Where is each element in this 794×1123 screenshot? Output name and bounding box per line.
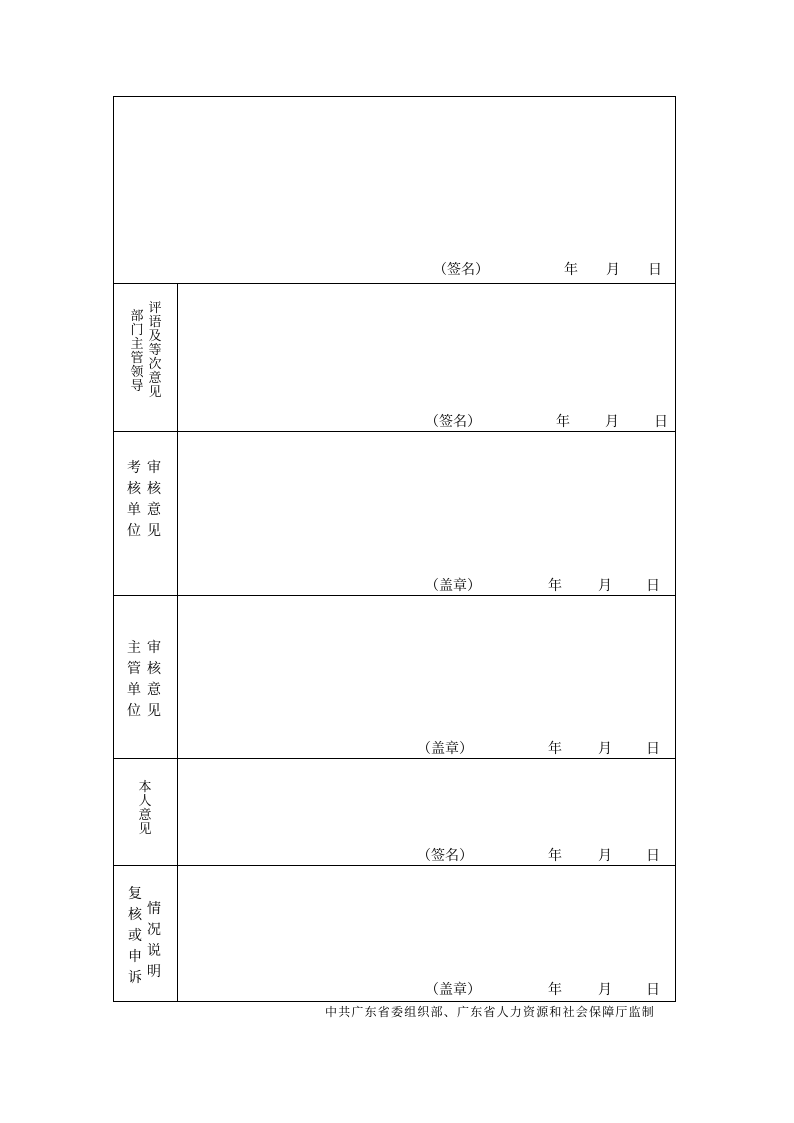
dept-leader-label — [114, 284, 178, 431]
date-day: 日 — [646, 578, 660, 594]
row-assess-unit — [114, 432, 675, 596]
date-year: 年 — [548, 741, 562, 757]
self-opinion-field[interactable] — [178, 759, 675, 865]
seal-mark: （盖章） — [425, 982, 481, 998]
date-month: 月 — [598, 848, 612, 864]
date-day: 日 — [646, 848, 660, 864]
seal-mark: （盖章） — [417, 741, 473, 757]
label-col-1: 复核或申诉 — [128, 886, 142, 986]
self-opinion-label — [114, 759, 178, 865]
top-comments-field[interactable] — [114, 97, 675, 283]
date-month: 月 — [598, 741, 612, 757]
row-review-appeal — [114, 866, 675, 1001]
signature-line — [172, 575, 669, 593]
date-day: 日 — [646, 982, 660, 998]
label-col-1: 考核单位 — [127, 460, 141, 539]
date-year: 年 — [556, 414, 570, 430]
date-year: 年 — [548, 848, 562, 864]
label-col-1: 主管单位 — [127, 640, 141, 719]
row-top-comments — [114, 97, 675, 284]
label-col-2: 审核意见 — [147, 640, 161, 719]
date-month: 月 — [598, 578, 612, 594]
signature-line — [172, 979, 669, 997]
review-appeal-label — [114, 866, 178, 1001]
label-col-2: 评语及等次意见 — [148, 301, 162, 400]
label-col-2: 情况说明 — [147, 901, 161, 980]
authority-unit-comments-field[interactable] — [178, 596, 675, 758]
signature-line — [172, 738, 669, 756]
assess-unit-label — [114, 432, 178, 595]
row-authority-unit — [114, 596, 675, 759]
signature-mark: （签名） — [417, 848, 473, 864]
signature-line — [108, 259, 669, 277]
date-month: 月 — [598, 982, 612, 998]
seal-mark: （盖章） — [425, 578, 481, 594]
label-col-1: 本人意见 — [138, 780, 152, 837]
signature-mark: （签名） — [425, 414, 481, 430]
assess-unit-comments-field[interactable] — [178, 432, 675, 595]
row-self-opinion — [114, 759, 675, 866]
date-year: 年 — [548, 982, 562, 998]
dept-leader-comments-field[interactable] — [178, 284, 675, 431]
appraisal-form-table — [113, 96, 676, 1002]
signature-line — [172, 845, 669, 863]
date-month: 月 — [605, 414, 619, 430]
date-day: 日 — [648, 262, 662, 278]
signature-mark: （签名） — [433, 262, 489, 278]
row-dept-leader — [114, 284, 675, 432]
label-col-2: 审核意见 — [147, 460, 161, 539]
date-day: 日 — [646, 741, 660, 757]
review-appeal-field[interactable] — [178, 866, 675, 1001]
signature-line — [172, 411, 669, 429]
authority-unit-label — [114, 596, 178, 758]
label-col-1: 部门主管领导 — [130, 309, 144, 394]
date-month: 月 — [606, 262, 620, 278]
date-day: 日 — [654, 414, 668, 430]
issuer-footer: 中共广东省委组织部、广东省人力资源和社会保障厅监制 — [325, 1005, 656, 1019]
date-year: 年 — [564, 262, 578, 278]
date-year: 年 — [548, 578, 562, 594]
